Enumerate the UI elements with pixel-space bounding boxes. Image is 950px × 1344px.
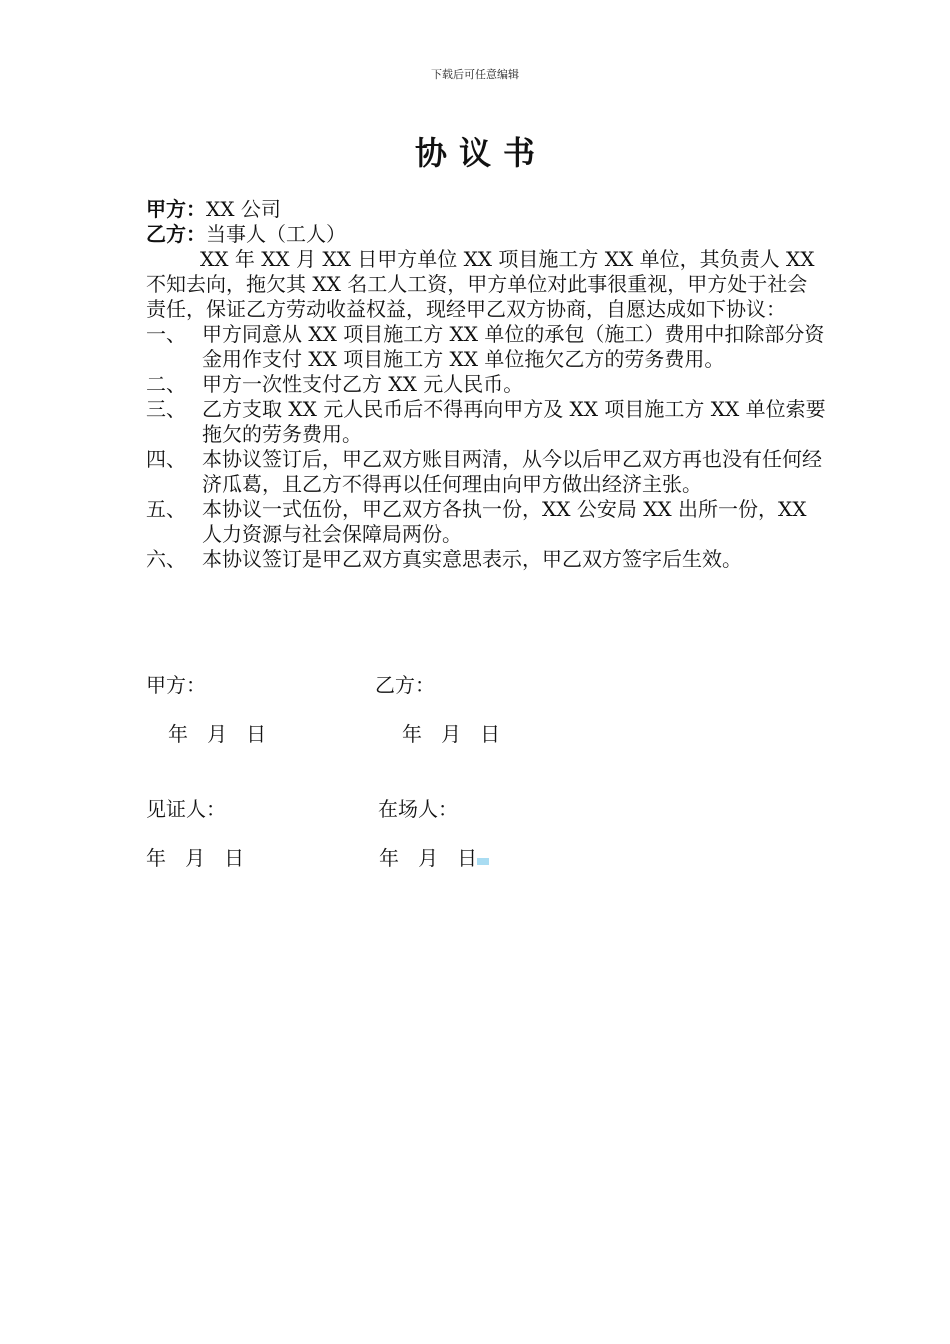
text-cursor-marker xyxy=(477,858,489,865)
clause-item xyxy=(146,397,826,447)
clause-number: 二、 xyxy=(146,372,186,396)
party-b-value: 当事人（工人） xyxy=(206,222,346,246)
preamble: XX 年 XX 月 XX 日甲方单位 XX 项目施工方 XX 单位，其负责人 XX 不知去向，拖欠其 XX 名工人工资，甲方单位对此事很重视，甲方处于社会责任，保证乙方劳动收益权益，现经甲乙双方协商，自愿达成如下协议： xyxy=(146,247,815,321)
clause-text: 甲方一次性支付乙方 XX 元人民币。 xyxy=(202,372,524,396)
clause-item xyxy=(146,372,826,397)
clause-number: 三、 xyxy=(146,397,186,421)
document-title: 协议书 xyxy=(414,134,547,172)
clause-item xyxy=(146,447,826,497)
clause-number: 四、 xyxy=(146,447,186,471)
present-person-label: 在场人： xyxy=(378,797,458,821)
clause-text: 乙方支取 XX 元人民币后不得再向甲方及 XX 项目施工方 XX 单位索要拖欠的劳务费用。 xyxy=(202,397,826,446)
party-a-label: 甲方： xyxy=(146,197,206,221)
signature-party-a-label: 甲方： xyxy=(146,673,206,697)
signature-party-a-date: 年 月 日 xyxy=(168,722,267,746)
party-b-label: 乙方： xyxy=(146,222,206,246)
witness-date: 年 月 日 xyxy=(146,846,245,870)
clause-item xyxy=(146,547,826,572)
clause-list xyxy=(146,322,826,572)
document-body xyxy=(146,197,826,572)
clause-text: 本协议签订后，甲乙双方账目两清，从今以后甲乙双方再也没有任何经济瓜葛，且乙方不得再以任何理由向甲方做出经济主张。 xyxy=(202,447,822,496)
clause-item xyxy=(146,497,826,547)
party-a-line xyxy=(146,197,826,222)
clause-text: 本协议一式伍份，甲乙双方各执一份，XX 公安局 XX 出所一份，XX 人力资源与社会保障局两份。 xyxy=(202,497,807,546)
clause-text: 甲方同意从 XX 项目施工方 XX 单位的承包（施工）费用中扣除部分资金用作支付 XX 项目施工方 XX 单位拖欠乙方的劳务费用。 xyxy=(202,322,825,371)
clause-number: 五、 xyxy=(146,497,186,521)
party-b-line xyxy=(146,222,826,247)
present-person-date: 年 月 日 xyxy=(379,846,478,870)
clause-number: 六、 xyxy=(146,547,186,571)
signature-party-b-label: 乙方： xyxy=(375,673,435,697)
clause-text: 本协议签订是甲乙双方真实意思表示，甲乙双方签字后生效。 xyxy=(202,547,742,571)
party-a-value: XX 公司 xyxy=(206,197,281,221)
header-note: 下载后可任意编辑 xyxy=(431,68,519,81)
clause-item xyxy=(146,322,826,372)
clause-number: 一、 xyxy=(146,322,186,346)
witness-label: 见证人： xyxy=(146,797,226,821)
signature-party-b-date: 年 月 日 xyxy=(402,722,501,746)
